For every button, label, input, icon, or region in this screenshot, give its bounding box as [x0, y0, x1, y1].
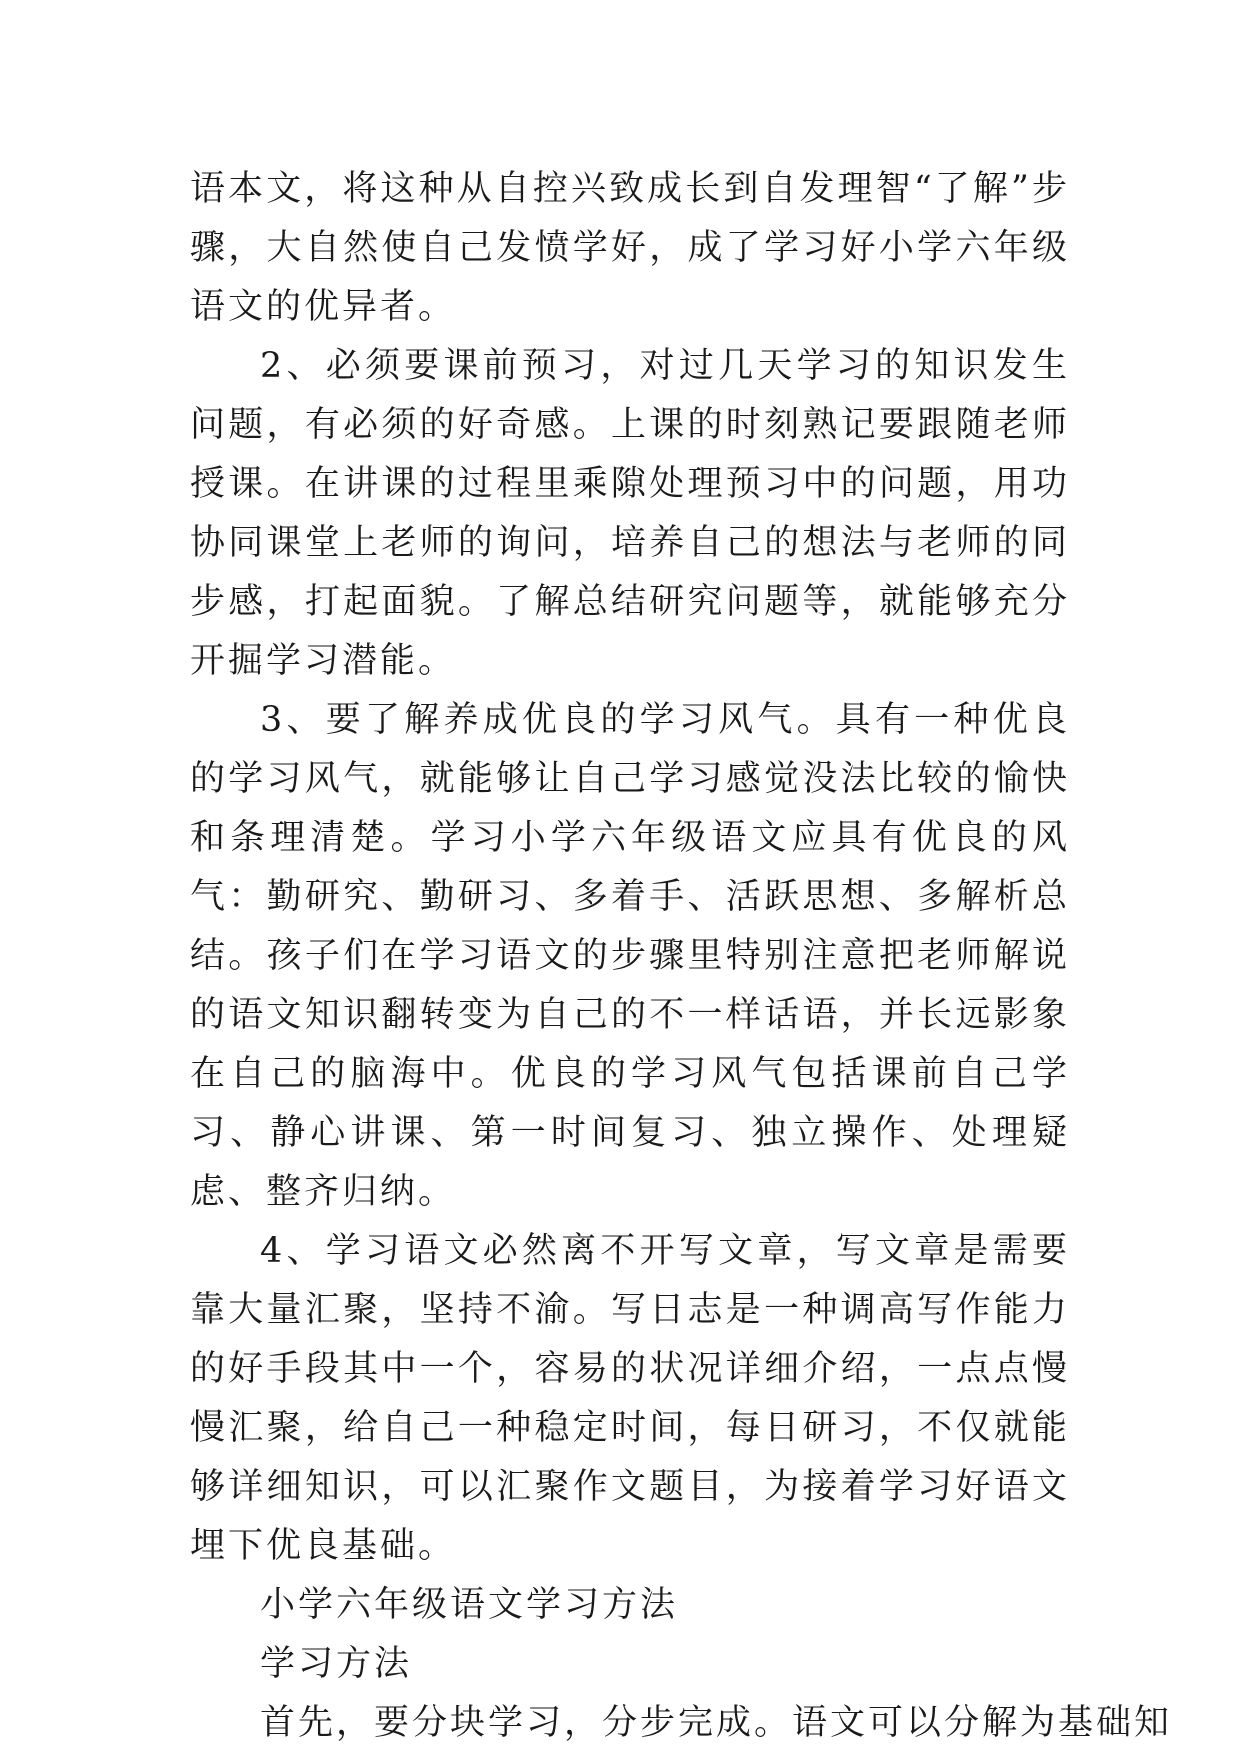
paragraph-point-2: 2、必须要课前预习，对过几天学习的知识发生问题，有必须的好奇感。上课的时刻熟记要跟随老师授课。在讲课的过程里乘隙处理预习中的问题，用功协同课堂上老师的询问，培养自己的想法与老师的同步感，打起面貌。了解总结研究问题等，就能够充分开掘学习潜能。 — [190, 346, 1070, 681]
paragraph-continuation: 语本文，将这种从自控兴致成长到自发理智“了解”步骤，大自然使自己发愤学好，成了学习好小学六年级语文的优异者。 — [190, 169, 1070, 327]
paragraph-first-method: 首先，要分块学习，分步完成。语文可以分解为基础知 — [260, 1703, 1173, 1743]
paragraph-point-4: 4、学习语文必然离不开写文章，写文章是需要靠大量汇聚，坚持不渝。写日志是一种调高写作能力的好手段其中一个，容易的状况详细介绍，一点点慢慢汇聚，给自己一种稳定时间，每日研习，不仅就能够详细知识，可以汇聚作文题目，为接着学习好语文埋下优良基础。 — [190, 1231, 1070, 1566]
subsection-heading: 学习方法 — [260, 1644, 413, 1684]
paragraph-point-3: 3、要了解养成优良的学习风气。具有一种优良的学习风气，就能够让自己学习感觉没法比较的愉快和条理清楚。学习小学六年级语文应具有优良的风气：勤研究、勤研习、多着手、活跃思想、多解析总结。孩子们在学习语文的步骤里特别注意把老师解说的语文知识翻转变为自己的不一样话语，并长远影象在自己的脑海中。优良的学习风气包括课前自己学习、静心讲课、第一时间复习、独立操作、处理疑虑、整齐归纳。 — [190, 700, 1070, 1212]
section-heading: 小学六年级语文学习方法 — [260, 1585, 679, 1625]
document-body — [190, 160, 1173, 1753]
